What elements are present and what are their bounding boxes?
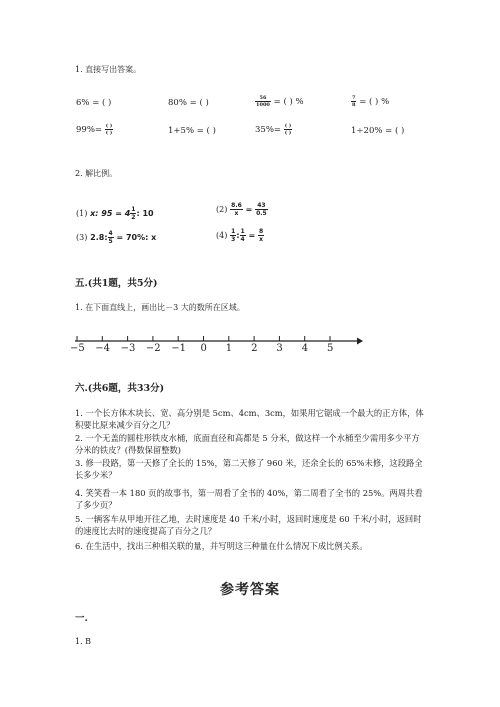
calc-item-1: 6% = ( ): [76, 98, 112, 108]
number-line-label: 0: [200, 343, 207, 354]
question-3: 3. 修一段路，第一天修了全长的 15%，第二天修了 960 米，还余全长的 65%未修，这段路全长多少米？: [75, 458, 423, 481]
number-line-label: −2: [145, 343, 161, 354]
question-5: 5. 一辆客车从甲地开往乙地，去时速度是 40 千米/小时，返回时速度是 60 千米/小时，返回时的速度比去时的速度提高了百分之几？: [75, 514, 422, 537]
number-line-label: −4: [95, 343, 111, 354]
calc-item-3: $\frac{56}{1000}$ = ( ) %: [256, 95, 304, 108]
proportion-1: (1) x: 95 = 4 $\frac{1}{2}$ : 10: [76, 206, 154, 221]
calc-item-5: 99%= $\frac{( )}{( )}$: [76, 123, 113, 136]
proportion-2: (2) $\frac{8.6}{x}$ = $\frac{43}{0.5}$: [216, 202, 267, 217]
number-line-label: 3: [276, 343, 283, 354]
section5-q1: 1. 在下面直线上，画出比－3 大的数所在区域。: [75, 303, 245, 312]
section6-title: 六.(共6题，共33分): [75, 383, 165, 394]
number-line-label: −3: [120, 343, 136, 354]
question-6: 6. 在生活中，找出三种相关联的量，并写明这三种量在什么情况下成比例关系。: [75, 541, 368, 551]
calc-item-6: 1+5% = ( ): [168, 126, 216, 136]
number-line-label: 5: [327, 343, 334, 354]
answers-section: 一.: [75, 613, 88, 624]
calc-item-4: $\frac{7}{8}$ = ( ) %: [352, 95, 390, 108]
question-2: 2. 一个无盖的圆柱形铁皮水桶，底面直径和高都是 5 分米，做这样一个水桶至少需用多少平方分米的铁皮？(得数保留整数): [75, 433, 420, 456]
section5-title: 五.(共1题，共5分): [75, 278, 158, 289]
answers-first: 1. B: [75, 637, 92, 646]
proportion-4: (4) $\frac{1}{3}$ : $\frac{1}{4}$ = $\frac{8}{x}$: [216, 228, 264, 243]
number-line-label: 2: [251, 343, 258, 354]
number-line-label: 4: [301, 343, 309, 354]
calc-item-7: 35%= $\frac{( )}{( )}$: [255, 123, 292, 136]
answers-title: 参考答案: [220, 582, 280, 598]
proportion-3: (3) 2.8: $\frac{4}{5}$ = 70%: x: [76, 230, 157, 245]
question-4: 4. 笑笑看一本 180 页的故事书，第一周看了全书的 40%，第二周看了全书的 25%。两周共看了多少页？: [75, 488, 423, 511]
number-line-label: 1: [225, 343, 233, 354]
calc-item-2: 80% = ( ): [168, 98, 209, 108]
number-line-label: −5: [70, 343, 85, 354]
question-1: 1. 一个长方体木块长、宽、高分别是 5cm、4cm、3cm，如果用它锯成一个最大的正方体，体积要比原来减少百分之几？: [75, 408, 424, 431]
section2-title: 2. 解比例。: [75, 169, 118, 178]
calc-item-8: 1÷20% = ( ): [351, 126, 405, 136]
number-line-label: −1: [171, 343, 186, 354]
section1-title: 1. 直接写出答案。: [75, 65, 142, 74]
number-line: [70, 335, 365, 349]
